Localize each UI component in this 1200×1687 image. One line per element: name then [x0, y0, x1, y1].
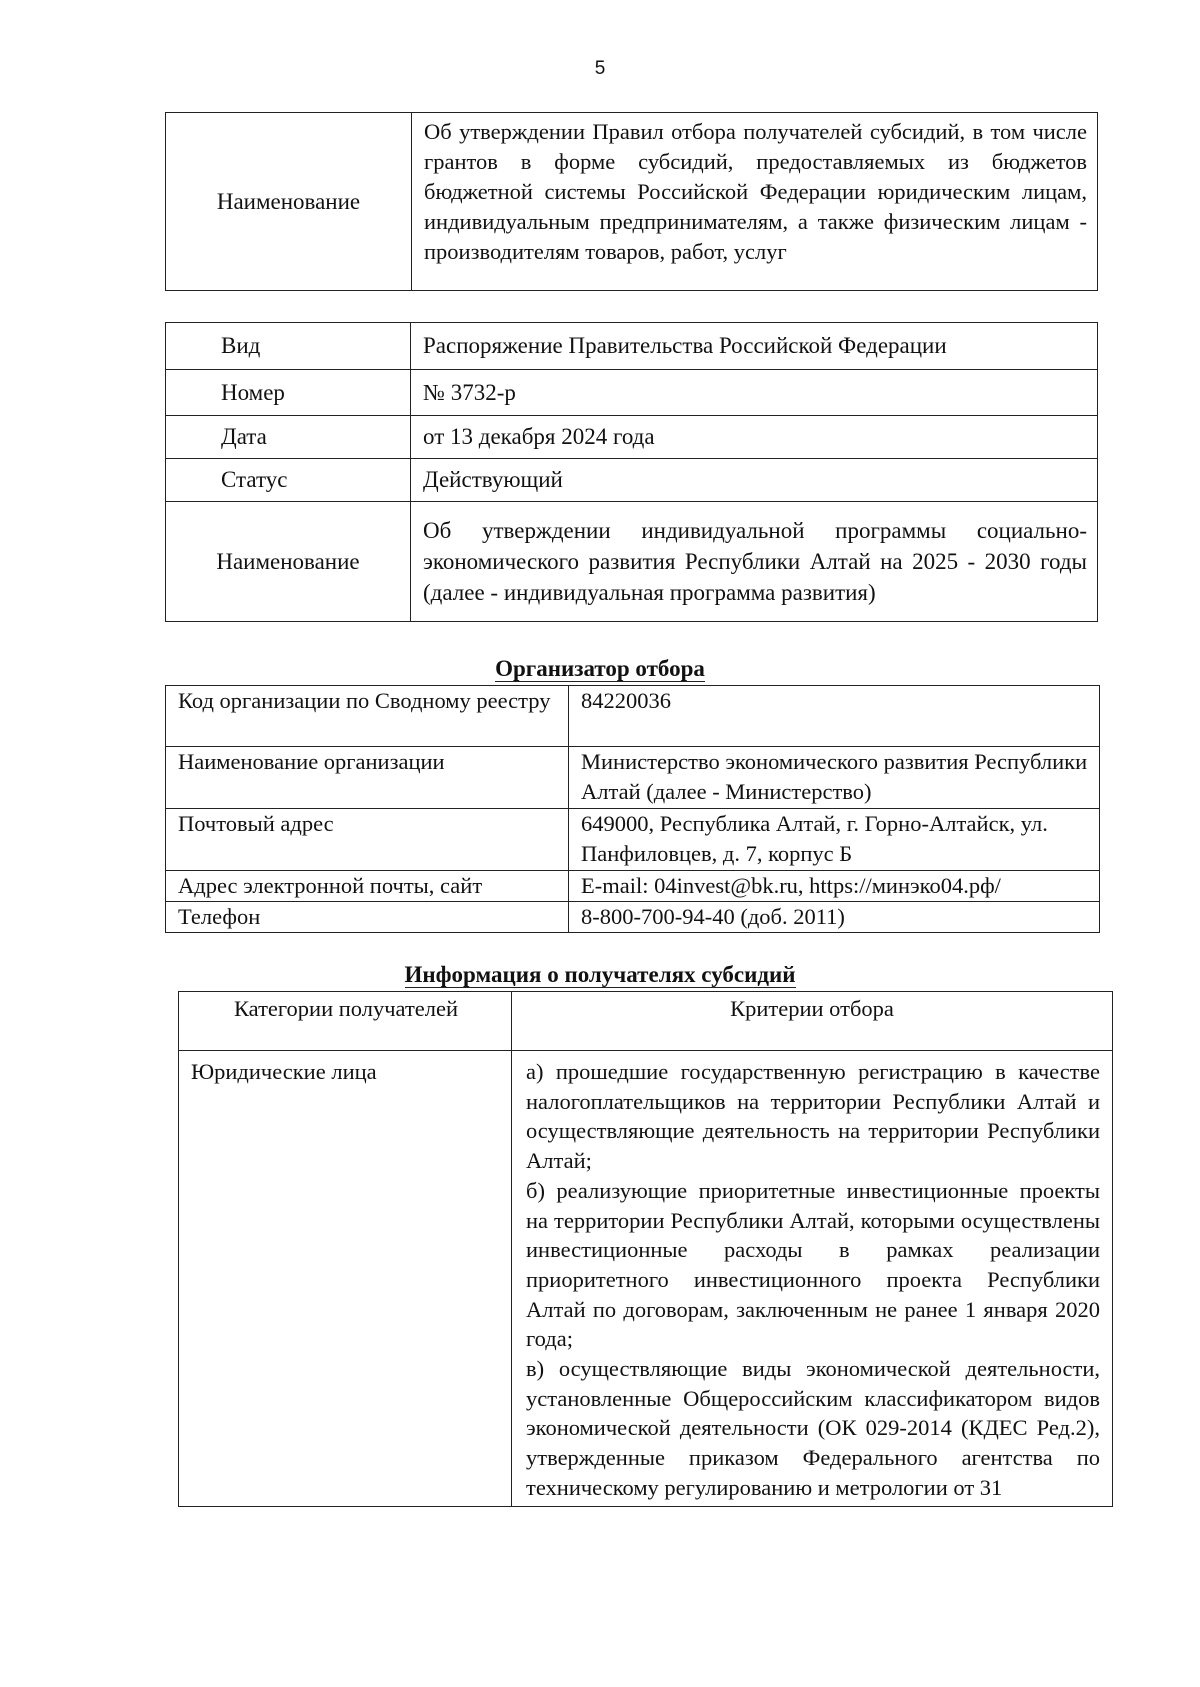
- table-row: [179, 1051, 1113, 1507]
- criteria-column-header: Критерии отбора: [512, 992, 1113, 1051]
- table-row: [166, 747, 1100, 809]
- page-number: 5: [594, 58, 606, 79]
- phone-value: 8-800-700-94-40 (доб. 2011): [569, 902, 1100, 933]
- category-column-header: Категории получателей: [179, 992, 512, 1051]
- program-name-label: Наименование: [166, 502, 411, 622]
- table-row: [166, 370, 1098, 416]
- table-row: [166, 871, 1100, 902]
- date-label: Дата: [166, 416, 411, 459]
- registry-code-label: Код организации по Сводному реестру: [166, 686, 569, 747]
- table-row: [166, 502, 1098, 622]
- table-row: [166, 686, 1100, 747]
- criteria-value: [512, 1051, 1113, 1507]
- postal-address-value: 649000, Республика Алтай, г. Горно-Алтайск, ул. Панфиловцев, д. 7, корпус Б: [569, 809, 1100, 871]
- category-value: Юридические лица: [179, 1051, 512, 1507]
- criterion-a: а) прошедшие государственную регистрацию в качестве налогоплательщиков на территории Республики Алтай и осуществляющие деятельность на территории Республики Алтай;: [526, 1059, 1100, 1174]
- status-value: Действующий: [411, 459, 1098, 502]
- registry-code-value: 84220036: [569, 686, 1100, 747]
- type-label: Вид: [166, 323, 411, 370]
- recipients-table: [178, 991, 1113, 1507]
- document-details-table: [165, 322, 1098, 622]
- email-label: Адрес электронной почты, сайт: [166, 871, 569, 902]
- criterion-b: б) реализующие приоритетные инвестиционные проекты на территории Республики Алтай, которыми осуществлены инвестиционные расходы в рамках реализации приоритетного инвестиционного проекта Республики Алтай по договорам, заключенным не ранее 1 января 2020 года;: [526, 1177, 1100, 1352]
- table-row: [166, 809, 1100, 871]
- phone-label: Телефон: [166, 902, 569, 933]
- number-value: № 3732-р: [411, 370, 1098, 416]
- organizer-title: Организатор отбора: [495, 656, 705, 681]
- table-row: [166, 902, 1100, 933]
- org-name-value: Министерство экономического развития Республики Алтай (далее - Министерство): [569, 747, 1100, 809]
- organizer-table: [165, 685, 1100, 933]
- email-value: E-mail: 04invest@bk.ru, https://минэко04.рф/: [569, 871, 1100, 902]
- number-label: Номер: [166, 370, 411, 416]
- table-row: [166, 416, 1098, 459]
- date-value: от 13 декабря 2024 года: [411, 416, 1098, 459]
- org-name-label: Наименование организации: [166, 747, 569, 809]
- name-label: Наименование: [166, 113, 412, 291]
- name-value: Об утверждении Правил отбора получателей субсидий, в том числе грантов в форме субсидий, предоставляемых из бюджетов бюджетной системы Российской Федерации юридическим лицам, индивидуальным предпринимателям, а также физическим лицам - производителям товаров, работ, услуг: [412, 113, 1098, 291]
- recipients-title: Информация о получателях субсидий: [404, 962, 796, 987]
- table-row: [179, 992, 1113, 1051]
- type-value: Распоряжение Правительства Российской Федерации: [411, 323, 1098, 370]
- document-name-table: [165, 112, 1098, 291]
- program-name-value: Об утверждении индивидуальной программы социально-экономического развития Республики Алтай на 2025 - 2030 годы (далее - индивидуальная программа развития): [411, 502, 1098, 622]
- table-row: [166, 323, 1098, 370]
- table-row: [166, 459, 1098, 502]
- status-label: Статус: [166, 459, 411, 502]
- postal-address-label: Почтовый адрес: [166, 809, 569, 871]
- criterion-c: в) осуществляющие виды экономической деятельности, установленные Общероссийским классификатором видов экономической деятельности (ОК 029-2014 (КДЕС Ред.2), утвержденные приказом Федерального агентства по техническому регулированию и метрологии от 31: [526, 1356, 1100, 1500]
